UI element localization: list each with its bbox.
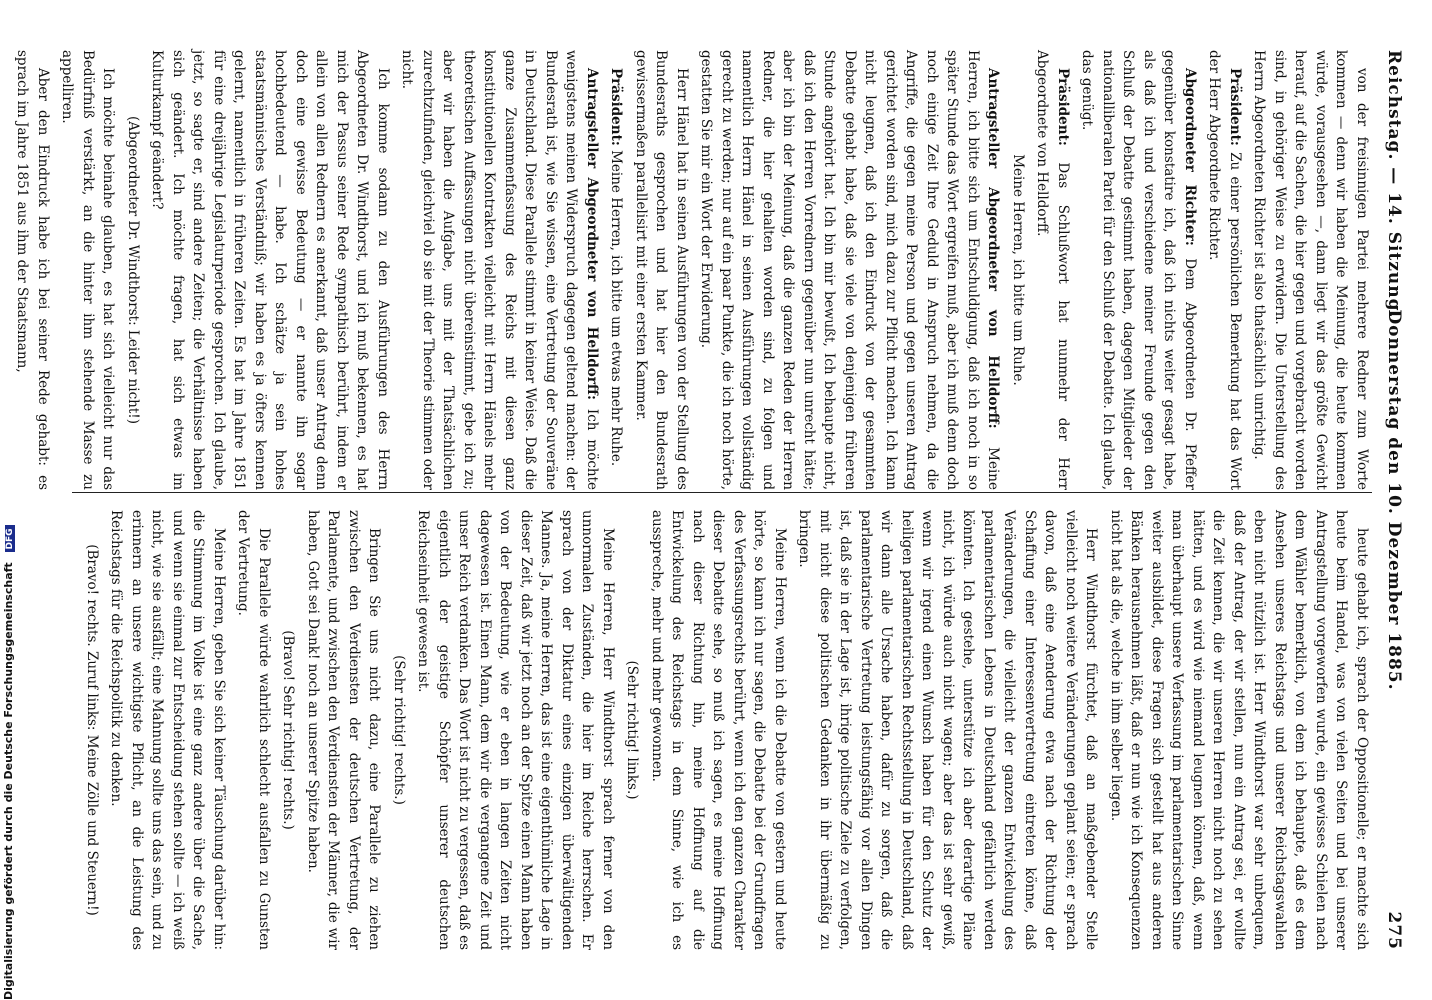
paragraph: Bringen Sie uns nicht dazu, eine Parallele zu ziehen zwischen den Verdiensten der deutschen Vertretung, der Parlamente, und zwischen den Verdiensten der Männer, die wir haben, Gott sei Dank! noch an unserer Spitze haben. bbox=[305, 510, 383, 950]
speaker-name: Antragsteller Abgeordneter von Helldorff: bbox=[584, 68, 600, 400]
speech-text: Ich möchte wenigstens meinen Widerspruch dagegen geltend machen: der Bundesrath ist, wie Sie wissen, eine Vertretung der Souveräne in Deutschland. Diese Parallele stimmt in keiner Weise. Daß die ganze Zusammenfassung des Reichs mit diesen ganz konstitutionellen Kontrakten vielleicht mit Herrn Hänels mehr theoretischen Auffassungen nicht übereinstimmt, gebe ich zu; aber wir haben die Aufgabe, uns mit der Thatsächlichen zurechtzufinden, gleichviel ob sie mit der Theorie stimmen oder nicht. bbox=[399, 50, 600, 491]
paragraph: Ich möchte beinahe glauben, es hat sich vielleicht nur das Bedürfniß verstärkt, an die hinter ihm stehende Masse zu appelliren. bbox=[59, 50, 117, 490]
speech-paragraph bbox=[606, 50, 627, 490]
paragraph: Meine Herren, wenn ich die Debatte von gestern und heute hörte, so kann ich nur sagen, die Debatte bei der Grundfragen des Verfassungsrechts berührt, wenn ich den ganzen Charakter dieser Debatte sehe, so muß ich sagen, es meine Hoffnung nach dieser Richtung hin, meine Hoffnung auf die Entwickelung des Reichstags in dem Sinne, wie ich es ausspreche, mehr und mehr gewonnen. bbox=[649, 510, 788, 950]
speech-paragraph bbox=[1204, 50, 1245, 490]
left-column bbox=[14, 50, 1372, 491]
right-column bbox=[72, 510, 1372, 950]
footer-strip bbox=[0, 0, 30, 1000]
speech-paragraph bbox=[1077, 50, 1200, 490]
paragraph: Herr Windthorst fürchtet, daß an maßgebender Stelle vielleicht noch weitere Veränderungen geplant seien; er sprach davon, daß eine Aenderung etwa nach der Richtung der Schaffung einer Interessenvertretung eintreten könne, daß Veränderungen, die vielleicht der ganzen Entwickelung des parlamentarischen Lebens in Deutschland gefährlich werden könnten. Ich gestehe, unterstütze ich aber derartige Pläne nicht, ich würde auch nicht wagen; aber das ist sehr gewiß, wenn wir irgend einen Wunsch haben für den Schutz der heiligen parlamentarischen Rechtsstellung in Deutschland, daß wir dann alle Ursache haben, dafür zu sorgen, daß die parlamentarische Vertretung leistungsfähig vor allen Dingen ist, daß sie in der Lage ist, ihrige politische Ziele zu verfolgen, mit nicht diese politischen Gedanken in ihr übermäßig zu bringen. bbox=[796, 510, 1100, 950]
speech-text: Zu einer persönlichen Bemerkung hat das Wort der Herr Abgeordnete Richter. bbox=[1206, 50, 1243, 490]
interjection: Meine Herren, ich bitte um Ruhe. bbox=[1010, 154, 1026, 386]
interjection: (Bravo! Sehr richtig! rechts.) bbox=[280, 630, 297, 830]
paragraph: Ich komme sodann zu den Ausführungen des Herrn Abgeordneten Dr. Windthorst, und ich muß bekennen, es hat mich der Passus seiner Rede sympathisch berührt, indem er allein von allen Rednern es anerkannt, daß unser Antrag denn doch eine gewisse Bedeutung — er nannte ihn sogar hochbedeutend — habe. Ich schätze ja sein hohes staatsmännisches Verständniß; wir haben es ja öfters kennen gelernt, namentlich in früheren Zeiten. Es hat im Jahre 1851 für eine dreijährige Legislaturperiode gesprochen. Ich glaube, jetzt, so sagte er, sind andere Zeiten; die Verhältnisse haben sich geändert. Ich möchte fragen, hat sich etwas im Kulturkampf geändert? bbox=[149, 50, 391, 490]
speaker-name: Antragsteller Abgeordneter von Helldorff: bbox=[985, 68, 1002, 429]
speech-text: Meine Herren, ich bitte sich um Entschuldigung, daß ich noch in so später Stunde das Wort ergreifen muß, aber ich muß denn doch noch einige Zeit Ihre Geduld in Anspruch nehmen, da die Angriffe, die gegen meine Person und gegen unseren Antrag gerichtet worden sind, mich dazu zur Pflicht machen. Ich kann nicht leugnen, daß ich den Eindruck von der gesammten Debatte gehabt habe, daß sie viele von denjenigen früheren Stunde angehört hat. Ich bin mir bewußt, Ich behaupte nicht, daß ich den Herren Vorrednern gegenüber nun unrecht hätte; aber ich bin der Meinung, daß die ganzen Reden der Herren Redner, die hier gehalten worden sind, zu folgen und namentlich Herrn Hänel in seinen Ausführungen vollständig gerecht zu werden; nur auf ein paar Punkte, die ich noch hörte, gestatten Sie mir ein Wort der Erwiderung. bbox=[698, 50, 1002, 490]
speech-paragraph bbox=[1032, 50, 1073, 490]
header-date: Donnerstag den 10. Dezember 1885. bbox=[1384, 309, 1404, 691]
speech-paragraph bbox=[696, 50, 1004, 490]
paragraph: Herr Hänel hat in seinen Ausführungen von der Stellung des Bundesraths gesprochen und hat hier den Bundesrath gewissermaßen parallelisirt mit einer ersten Kammer. bbox=[633, 50, 690, 490]
speech-text: Dem Abgeordneten Dr. Pfeffer gegenüber konstatire ich, daß ich nichts weiter gesagt habe, als daß ich und verschiedene meiner Freunde gegen den Schluß der Debatte gestimmt haben, dagegen Mitglieder der nationalliberalen Partei für den Schluß der Debatte. Ich glaube, das genügt. bbox=[1079, 50, 1198, 490]
column-divider bbox=[72, 492, 1372, 493]
paragraph: Aber den Eindruck habe ich bei seiner Rede gehabt: es sprach im Jahre 1851 aus ihm der Staatsmann, bbox=[14, 50, 51, 490]
paragraph: heute gehabt ich, sprach der Oppositionelle; er machte sich heute beim Handel, was von vielen Seiten und bei unserer Antragstellung vorgeworfen wurde, ein gewisses Schielen nach dem Wähler bemerklich, von dem ich behaupte, daß es dem Ansehen unseres Reichstags und unserer Reichstagswahlen eben nicht nützlich ist. Herr Windthorst war sehr unbequem, daß der Antrag, der wir stellen, nun ein Antrag sei, er wollte die Zeit kennen, die wir unseren Herren nicht noch zu sehen hätten, und es wird wie niemand leugnen können, daß, wenn man überhaupt unsere Verfassung im parlamentarischen Sinne weiter ausbildet, diese Fragen sich gestellt hat aus anderen Bänken herausnehmen läßt, daß er nun wie ich Konsequenzen nicht hat als die, welche in ihm selber liegen. bbox=[1108, 510, 1370, 950]
speaker-name: Präsident: bbox=[1227, 68, 1243, 146]
paragraph: Meine Herren, geben Sie sich keiner Täuschung darüber hin: die Stimmung im Volke ist eine ganz andere über die Sache, und wenn sie einmal zur Entscheidung stehen sollte — ich weiß nicht, wie sie ausfällt; eine Mahnung sollte uns das sein, und zu erinnern an unsere wichtigste Pflicht, an die Leistung des Reichstags für die Reichspolitik zu denken. bbox=[108, 510, 227, 950]
interjection: (Sehr richtig! links.) bbox=[624, 660, 641, 800]
speaker-name: Präsident: bbox=[1055, 68, 1071, 146]
paragraph: Meine Herren, Herr Windthorst sprach ferner von den unnormalen Zuständen, die hier im Reiche herrschen. Er sprach von der Diktatur eines einzigen überwältigenden Mannes. Ja, meine Herren, das ist eine eigenthümliche Lage in dieser Zeit, daß wir jetzt noch an der Spitze einen Mann haben von der Bedeutung, wie er eben in langen Zeiten nicht dagewesen ist. Einen Mann, dem wir die vergangene Zeit und unser Reich verdanken. Das Wort ist nicht zu vergessen, daß es eigentlich der geistige Schöpfer unserer deutschen Reichseinheit gewesen ist. bbox=[415, 510, 616, 950]
speaker-name: Abgeordneter Richter: bbox=[1182, 68, 1198, 246]
page-number: 275 bbox=[1384, 911, 1404, 950]
speech-paragraph bbox=[397, 50, 602, 490]
paragraph: Die Parallele würde wahrlich schlecht ausfallen zu Gunsten der Vertretung. bbox=[235, 510, 272, 950]
interjection: (Bravo! rechts. Zuruf links: Meine Zölle und Steuern!) bbox=[84, 544, 100, 916]
speech-text: Meine Herren, ich bitte um etwas mehr Ruhe. bbox=[608, 150, 625, 467]
dfg-logo: DFG bbox=[5, 525, 15, 552]
footer-credit bbox=[2, 0, 15, 1000]
page-header bbox=[1374, 50, 1404, 950]
paragraph: von der freisinnigen Partei mehrere Redner zum Worte kommen — denn wir haben die Meinung, die heute kommen würde, vorausgesehen —, dann liegt wir das größte Gewicht herauf, auf die Sachen, die hier gegen und vorgebracht worden sind, in gehöriger Weise zu erwidern. Die Unterstellung des Herrn Abgeordneten Richter ist also thatsächlich unrichtig. bbox=[1251, 50, 1370, 490]
interjection: (Abgeordneter Dr. Windthorst: Leider nicht!) bbox=[125, 116, 141, 424]
interjection: (Sehr richtig! rechts.) bbox=[391, 655, 407, 805]
header-left: Reichstag. — 14. Sitzung. bbox=[1384, 50, 1404, 319]
speech-text: Das Schlußwort hat nunmehr der Herr Abgeordnete von Helldorff. bbox=[1034, 50, 1071, 490]
footer-text: Digitalisierung gefördert durch die Deutsche Forschungsgemeinschaft bbox=[2, 562, 15, 1000]
speaker-name: Präsident: bbox=[608, 68, 625, 146]
